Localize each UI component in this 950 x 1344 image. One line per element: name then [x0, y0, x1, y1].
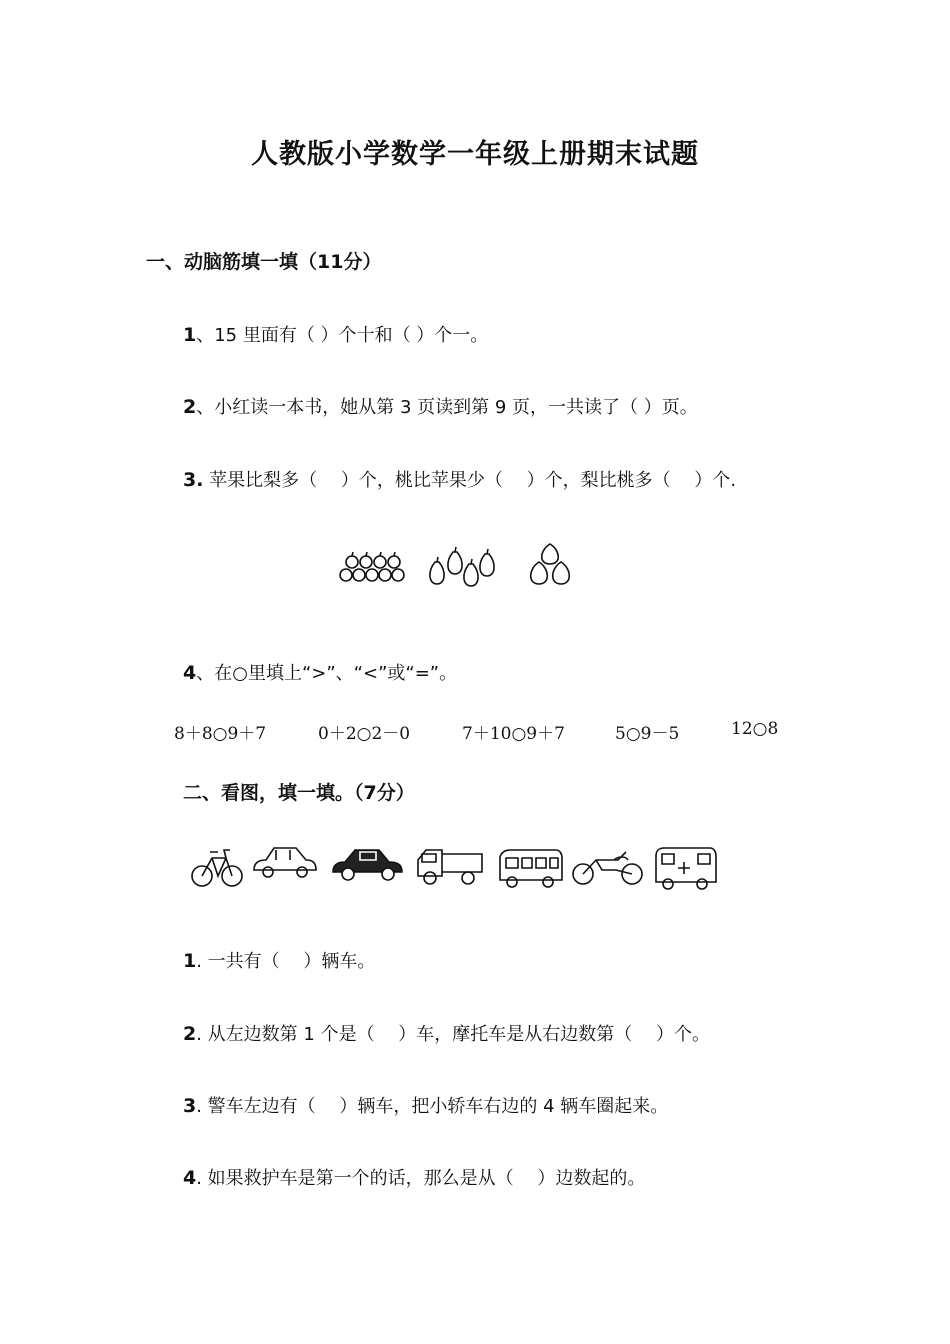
question-1-4: [183, 659, 457, 685]
motorcycle-icon: [570, 846, 646, 888]
bus-icon: [496, 846, 564, 892]
truck-icon: [414, 842, 488, 890]
apples-icon: [336, 548, 406, 588]
question-text: 、15 里面有（ ）个十和（ ）个一。: [196, 325, 489, 346]
question-text: . 如果救护车是第一个的话，那么是从（ ）边数起的。: [196, 1168, 646, 1189]
section-1-heading: 一、动脑筋填一填（11分）: [146, 251, 382, 273]
police-car-icon: [330, 844, 406, 884]
question-text: 、小红读一本书，她从第 3 页读到第 9 页，一共读了（ ）页。: [196, 397, 698, 418]
question-1-2: [183, 393, 698, 419]
question-1-3: [183, 466, 736, 492]
question-number: 3: [183, 1095, 197, 1117]
comparison-2: 0＋2○2－0: [318, 724, 411, 744]
question-2-3: [183, 1092, 668, 1118]
question-number: 4: [183, 662, 197, 684]
question-2-1: [183, 947, 375, 973]
comparison-4: 5○9－5: [615, 724, 680, 744]
pears-icon: [425, 546, 497, 590]
question-number: 2: [183, 396, 197, 418]
question-1-1: [183, 321, 488, 347]
question-text: 、在○里填上“>”、“<”或“=”。: [196, 663, 458, 684]
bicycle-icon: [190, 844, 244, 890]
peaches-icon: [526, 540, 574, 588]
section-2-heading: 二、看图，填一填。（7分）: [183, 782, 415, 804]
question-2-2: [183, 1020, 710, 1046]
question-text: . 从左边数第 1 个是（ ）车，摩托车是从右边数第（ ）个。: [196, 1024, 711, 1045]
question-number: 1: [183, 324, 197, 346]
question-text: . 警车左边有（ ）辆车，把小轿车右边的 4 辆车圈起来。: [196, 1096, 669, 1117]
question-2-4: [183, 1164, 645, 1190]
question-number: 2: [183, 1023, 197, 1045]
ambulance-icon: [652, 844, 718, 892]
question-number: 1: [183, 950, 197, 972]
question-number: 4: [183, 1167, 197, 1189]
comparison-1: 8＋8○9＋7: [174, 724, 267, 744]
page-title: 人教版小学数学一年级上册期末试题: [251, 139, 699, 170]
question-text: . 一共有（ ）辆车。: [196, 951, 376, 972]
comparison-5: 12○8: [731, 719, 779, 739]
question-text: 苹果比梨多（ ）个，桃比苹果少（ ）个，梨比桃多（ ）个.: [203, 470, 737, 491]
car-icon: [250, 842, 320, 882]
question-number: 3.: [183, 469, 204, 491]
comparison-3: 7＋10○9＋7: [462, 724, 565, 744]
